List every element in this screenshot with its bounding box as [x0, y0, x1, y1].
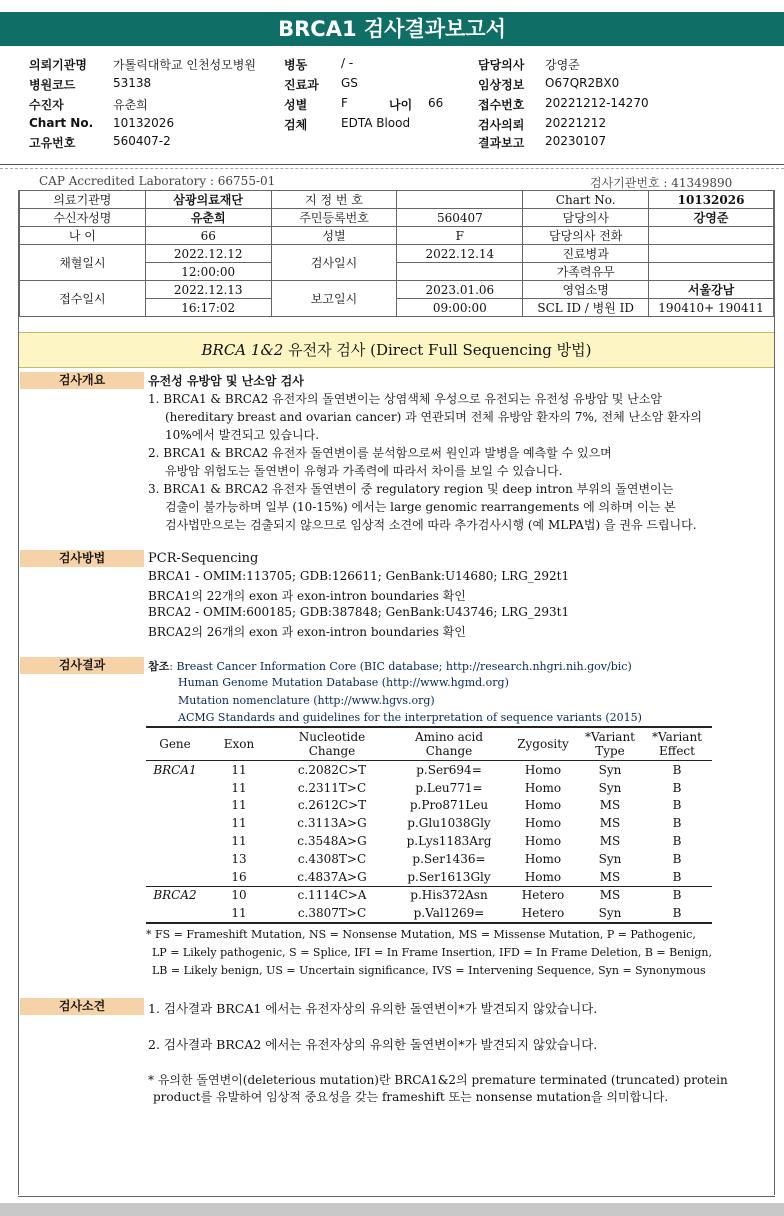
- info-cell: 2022.12.14: [397, 245, 523, 263]
- table-cell: 11: [231, 816, 247, 831]
- method-line: BRCA1의 22개의 exon 과 exon-intron boundaries 확인: [148, 589, 466, 603]
- info-cell: 담당의사 전화: [523, 227, 649, 245]
- table-cell: MS: [599, 816, 621, 831]
- finding-note: * 유의한 돌연변이(deleterious mutation)란 BRCA1&2의 premature terminated (truncated) protein: [148, 1073, 728, 1087]
- gene-cell: BRCA1: [153, 762, 197, 777]
- info-cell: 검사일시: [271, 245, 397, 281]
- column-header: Nucleotide Change: [274, 727, 390, 761]
- table-cell: 11: [204, 904, 274, 923]
- header-label: 나이: [389, 98, 413, 112]
- test-banner: [19, 332, 774, 368]
- variant-table: [146, 726, 712, 924]
- report-title: BRCA1 검사결과보고서: [0, 12, 784, 46]
- table-cell: MS: [599, 834, 621, 849]
- header-value: O67QR2BX0: [545, 76, 620, 90]
- header-value: 유춘희: [113, 98, 148, 112]
- table-cell: c.1114C>A: [274, 886, 390, 904]
- info-cell: 유춘희: [145, 209, 271, 227]
- column-header: Amino acid Change: [390, 727, 508, 761]
- info-cell: 09:00:00: [397, 299, 523, 317]
- table-cell: B: [642, 904, 712, 923]
- info-cell: 12:00:00: [145, 263, 271, 281]
- info-cell: 190410+ 190411: [649, 299, 774, 317]
- table-cell: B: [672, 780, 682, 795]
- column-header: *Variant Type: [578, 727, 642, 761]
- header-value: 10132026: [113, 116, 175, 130]
- ref-line: ACMG Standards and guidelines for the interpretation of sequence variants (2015): [178, 711, 642, 724]
- table-cell: MS: [599, 798, 621, 813]
- info-cell: 2022.12.12: [145, 245, 271, 263]
- table-cell: c.2082C>T: [297, 762, 367, 777]
- info-cell: 삼광의료재단: [145, 191, 271, 209]
- info-cell: SCL ID / 병원 ID: [523, 299, 649, 317]
- table-cell: Syn: [598, 851, 622, 866]
- agency-number: 검사기관번호 : 41349890: [590, 176, 733, 190]
- abbrev-footnote: LB = Likely benign, US = Uncertain significance, IVS = Intervening Sequence, Syn = Synonymous: [152, 964, 706, 977]
- info-cell: 주민등록번호: [271, 209, 397, 227]
- header-value: F: [341, 96, 348, 110]
- gene-cell: BRCA2: [146, 886, 204, 904]
- header-label: 접수번호: [478, 98, 525, 112]
- gene-cell: [146, 850, 204, 868]
- gene-cell: [146, 868, 204, 886]
- page-footer-strip: [0, 1203, 784, 1216]
- table-cell: p.Glu1038Gly: [407, 816, 491, 831]
- header-value: 560407-2: [113, 134, 171, 148]
- header-value: 53138: [113, 76, 152, 90]
- table-cell: 11: [231, 762, 247, 777]
- table-cell: c.3113A>G: [297, 816, 367, 831]
- header-value: EDTA Blood: [341, 116, 411, 130]
- table-cell: c.2612C>T: [297, 798, 367, 813]
- info-cell: [649, 227, 774, 245]
- table-row: [146, 814, 712, 832]
- section-overview-label: 검사개요: [20, 372, 144, 389]
- method-line: BRCA2의 26개의 exon 과 exon-intron boundaries 확인: [148, 625, 466, 639]
- gene-cell: [146, 797, 204, 815]
- info-cell: 2023.01.06: [397, 281, 523, 299]
- info-cell: 66: [145, 227, 271, 245]
- table-cell: c.4837A>G: [297, 869, 367, 884]
- ref-line: Mutation nomenclature (http://www.hgvs.org): [178, 694, 435, 707]
- overview-line: 검사법만으로는 검출되지 않으므로 임상적 소견에 따라 추가검사시행 (예 MLPA법) 을 권유 드립니다.: [165, 518, 697, 532]
- table-cell: 13: [231, 851, 247, 866]
- table-row: [146, 779, 712, 797]
- table-cell: 10: [204, 886, 274, 904]
- table-cell: c.3548A>G: [297, 834, 367, 849]
- overview-heading: 유전성 유방암 및 난소암 검사: [148, 374, 304, 388]
- table-cell: p.Ser1436=: [412, 851, 486, 866]
- table-row: [146, 904, 712, 923]
- table-cell: c.3807T>C: [274, 904, 390, 923]
- gene-cell: [146, 814, 204, 832]
- header-value: 20230107: [545, 134, 607, 148]
- gene-cell: [146, 904, 204, 923]
- table-row: [146, 832, 712, 850]
- info-cell: 나 이: [20, 227, 146, 245]
- table-cell: p.Ser1613Gly: [407, 869, 491, 884]
- table-row: [146, 761, 712, 779]
- column-header: Exon: [204, 727, 274, 761]
- header-label: 병원코드: [29, 78, 76, 92]
- banner-text: 유전자 검사 (Direct Full Sequencing 방법): [283, 341, 592, 359]
- table-row: [146, 886, 712, 904]
- table-cell: MS: [578, 886, 642, 904]
- header-label: 담당의사: [478, 58, 525, 72]
- table-cell: Homo: [524, 869, 562, 884]
- header-value: 20221212-14270: [545, 96, 649, 110]
- table-row: [146, 868, 712, 886]
- header-value: / -: [341, 56, 354, 70]
- table-cell: p.His372Asn: [390, 886, 508, 904]
- info-cell: 2022.12.13: [145, 281, 271, 299]
- ref-line: Human Genome Mutation Database (http://www.hgmd.org): [178, 676, 509, 689]
- header-label: 임상정보: [478, 78, 525, 92]
- table-cell: p.Lys1183Arg: [406, 834, 492, 849]
- header-divider: [0, 168, 784, 169]
- finding-line: 1. 검사결과 BRCA1 에서는 유전자상의 유의한 돌연변이*가 발견되지 않았습니다.: [148, 1001, 598, 1016]
- table-cell: B: [642, 886, 712, 904]
- info-cell: 의료기관명: [20, 191, 146, 209]
- references: [148, 658, 632, 674]
- table-cell: p.Ser694=: [416, 762, 482, 777]
- table-cell: Syn: [598, 762, 622, 777]
- info-cell: 채혈일시: [20, 245, 146, 281]
- header-label: 결과보고: [478, 136, 525, 150]
- abbrev-footnote: * FS = Frameshift Mutation, NS = Nonsense Mutation, MS = Missense Mutation, P = Pathogenic,: [146, 928, 696, 941]
- header-label: 진료과: [284, 78, 319, 92]
- abbrev-footnote: LP = Likely pathogenic, S = Splice, IFI = In Frame Insertion, IFD = In Frame Deletion, B = Benign,: [152, 946, 712, 959]
- overview-line: 2. BRCA1 & BRCA2 유전자 돌연변이를 분석함으로써 원인과 발병을 예측할 수 있으며: [148, 446, 612, 460]
- overview-line: 10%에서 발견되고 있습니다.: [165, 428, 320, 442]
- banner-gene: BRCA 1&2: [201, 341, 284, 359]
- header-value: 20221212: [545, 116, 607, 130]
- info-cell: 지 정 번 호: [271, 191, 397, 209]
- table-cell: B: [672, 851, 682, 866]
- table-cell: Homo: [524, 834, 562, 849]
- table-bottom-rule: [19, 316, 774, 317]
- overview-line: 3. BRCA1 & BRCA2 유전자 돌연변이 중 regulatory region 및 deep intron 부위의 돌연변이는: [148, 482, 674, 496]
- table-cell: p.Leu771=: [415, 780, 483, 795]
- info-cell: 10132026: [649, 191, 774, 209]
- ref-lead: 참조: [148, 660, 170, 673]
- header-label: 검체: [284, 118, 308, 132]
- table-cell: B: [672, 762, 682, 777]
- info-cell: 16:17:02: [145, 299, 271, 317]
- info-cell: 강영준: [649, 209, 774, 227]
- finding-line: 2. 검사결과 BRCA2 에서는 유전자상의 유의한 돌연변이*가 발견되지 않았습니다.: [148, 1037, 598, 1052]
- table-cell: 16: [231, 869, 247, 884]
- table-row: [146, 850, 712, 868]
- table-cell: Hetero: [508, 904, 578, 923]
- info-cell: 수신자성명: [20, 209, 146, 227]
- info-cell: [397, 191, 523, 209]
- table-cell: Homo: [524, 762, 562, 777]
- overview-line: 검출이 불가능하며 일부 (10-15%) 에서는 large genomic rearrangements 에 의하며 이는 본: [165, 500, 676, 514]
- gene-cell: [146, 832, 204, 850]
- column-header: *Variant Effect: [642, 727, 712, 761]
- header-label: 검사의뢰: [478, 118, 525, 132]
- table-cell: 11: [231, 798, 247, 813]
- section-method-label: 검사방법: [20, 550, 144, 567]
- table-cell: B: [672, 834, 682, 849]
- info-cell: Chart No.: [523, 191, 649, 209]
- table-cell: B: [672, 798, 682, 813]
- info-cell: 담당의사: [523, 209, 649, 227]
- table-cell: p.Pro871Leu: [409, 798, 489, 813]
- info-cell: 서울강남: [649, 281, 774, 299]
- info-cell: 보고일시: [271, 281, 397, 317]
- info-cell: 영업소명: [523, 281, 649, 299]
- page-bottom-rule: [18, 1196, 775, 1197]
- cap-accreditation: CAP Accredited Laboratory : 66755-01: [39, 174, 276, 188]
- header-label: 고유번호: [29, 136, 76, 150]
- table-cell: c.2311T>C: [297, 780, 367, 795]
- table-cell: c.4308T>C: [297, 851, 367, 866]
- info-cell: 560407: [397, 209, 523, 227]
- overview-line: (hereditary breast and ovarian cancer) 과 연관되며 전체 유방암 환자의 7%, 전체 난소암 환자의: [165, 410, 702, 424]
- table-row: [146, 797, 712, 815]
- overview-line: 1. BRCA1 & BRCA2 유전자의 돌연변이는 상염색체 우성으로 유전되는 유전성 유방암 및 난소암: [148, 392, 662, 406]
- table-cell: MS: [599, 869, 621, 884]
- header-value: 가톨릭대학교 인천성모병원: [113, 58, 256, 72]
- info-cell: 성별: [271, 227, 397, 245]
- info-cell: [649, 245, 774, 263]
- header-label: 병동: [284, 58, 308, 72]
- table-cell: Syn: [598, 780, 622, 795]
- header-divider: [0, 164, 784, 165]
- table-cell: Homo: [524, 780, 562, 795]
- info-cell: [397, 263, 523, 281]
- gene-cell: [146, 779, 204, 797]
- info-cell: F: [397, 227, 523, 245]
- column-header: Gene: [146, 727, 204, 761]
- table-cell: Homo: [524, 798, 562, 813]
- method-line: BRCA2 - OMIM:600185; GDB:387848; GenBank:U43746; LRG_293t1: [148, 605, 570, 619]
- info-cell: 진료병과: [523, 245, 649, 263]
- table-cell: B: [672, 816, 682, 831]
- section-results-label: 검사결과: [20, 657, 144, 674]
- table-cell: B: [672, 869, 682, 884]
- info-cell: 접수일시: [20, 281, 146, 317]
- finding-note: product를 유발하여 임상적 중요성을 갖는 frameshift 또는 nonsense mutation을 의미합니다.: [153, 1090, 669, 1104]
- header-label: 의뢰기관명: [29, 58, 87, 72]
- method-line: PCR-Sequencing: [148, 551, 259, 566]
- overview-line: 유방암 위험도는 돌연변이 유형과 가족력에 따라서 차이를 보일 수 있습니다.: [165, 464, 563, 478]
- method-line: BRCA1 - OMIM:113705; GDB:126611; GenBank:U14680; LRG_292t1: [148, 569, 570, 583]
- table-cell: Hetero: [508, 886, 578, 904]
- header-value: GS: [341, 76, 358, 90]
- header-label: 수진자: [29, 98, 64, 112]
- table-cell: Homo: [524, 816, 562, 831]
- ref-line: : Breast Cancer Information Core (BIC database; http://research.nhgri.nih.gov/bic): [169, 660, 632, 673]
- form-border: [774, 190, 775, 1195]
- info-cell: 가족력유무: [523, 263, 649, 281]
- header-value: 66: [428, 96, 444, 110]
- table-cell: Syn: [578, 904, 642, 923]
- table-cell: 11: [231, 834, 247, 849]
- column-header: Zygosity: [508, 727, 578, 761]
- patient-info-table: [19, 190, 774, 317]
- info-cell: [649, 263, 774, 281]
- table-cell: Homo: [524, 851, 562, 866]
- header-label: 성별: [284, 98, 308, 112]
- table-cell: 11: [231, 780, 247, 795]
- table-cell: p.Val1269=: [390, 904, 508, 923]
- header-value: 강영준: [545, 58, 580, 72]
- header-label: Chart No.: [29, 116, 94, 130]
- section-findings-label: 검사소견: [20, 998, 144, 1015]
